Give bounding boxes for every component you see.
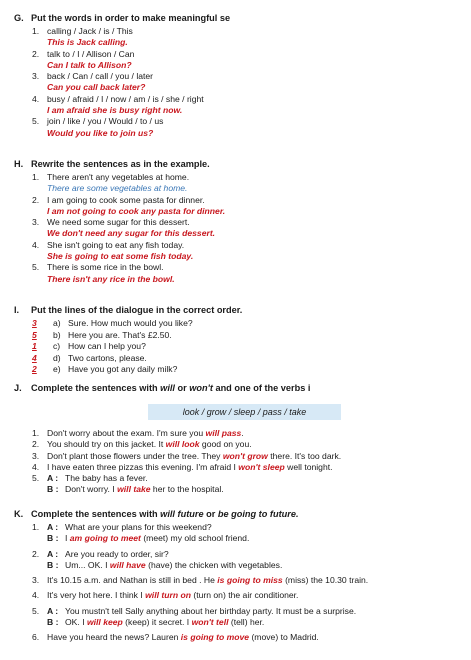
g-answer-4: I am afraid she is busy right now. — [47, 105, 183, 116]
h-item-5: 5. There is some rice in the bowl. — [32, 262, 164, 273]
j-item-4: 4. I have eaten three pizzas this evening. I'm afraid I won't sleep well tonight. — [32, 461, 333, 472]
h-item-4: 4. She isn't going to eat any fish today. — [32, 239, 185, 250]
g-answer-1: This is Jack calling. — [47, 37, 128, 48]
g-item-1: 1. calling / Jack / is / This — [32, 26, 133, 36]
j-item-5a: 5. A : The baby has a fever. — [32, 473, 148, 484]
g-answer-5: Would you like to join us? — [47, 127, 154, 138]
k-item-4: 4. It's very hot here. I think I will turn on (turn on) the air conditioner. — [32, 590, 299, 601]
section-j-title: J. Complete the sentences with will or won't and one of the verbs i — [14, 383, 311, 393]
k-item-2a: 2. A : Are you ready to order, sir? — [32, 548, 169, 559]
dialogue-line-d: 4 d) Two cartons, please. — [32, 352, 147, 363]
h-item-3: 3. We need some sugar for this dessert. — [32, 217, 190, 228]
dialogue-line-a: 3 a) Sure. How much would you like? — [32, 318, 193, 328]
g-item-2: 2. talk to / I / Allison / Can — [32, 48, 135, 59]
h-example-answer: There are some vegetables at home. — [47, 183, 188, 194]
h-item-1: 1. There aren't any vegetables at home. — [32, 172, 190, 182]
section-j-items — [14, 428, 414, 496]
h-answer-2: I am not going to cook any pasta for dinner. — [47, 205, 226, 216]
k-item-2b: B : Um... OK. I will have (have) the chicken with vegetables. — [47, 559, 283, 570]
k-item-6: 6. Have you heard the news? Lauren is going to move (move) to Madrid. — [32, 632, 319, 643]
dialogue-line-b: 5 b) Here you are. That's £2.50. — [32, 329, 172, 340]
j-item-2: 2. You should try on this jacket. It will look good on you. — [32, 439, 252, 450]
section-g — [14, 10, 250, 139]
dialogue-line-c: 1 c) How can I help you? — [32, 341, 146, 352]
section-h-title: H. Rewrite the sentences as in the example. — [14, 159, 210, 169]
j-item-1: 1. Don't worry about the exam. I'm sure you will pass. — [32, 428, 244, 438]
k-item-3: 3. It's 10.15 a.m. and Nathan is still in bed . He is going to miss (miss) the 10.30 train. — [32, 575, 369, 586]
section-h — [14, 156, 344, 285]
k-item-1b: B : I am going to meet (meet) my old school friend. — [47, 533, 250, 544]
k-item-1a: 1. A : What are your plans for this weekend? — [32, 522, 212, 532]
section-j-title-row — [14, 380, 344, 396]
k-item-5b: B : OK. I will keep (keep) it secret. I won't tell (tell) her. — [47, 617, 265, 628]
j-item-5b: B : Don't worry. I will take her to the hospital. — [47, 484, 224, 495]
g-item-4: 4. busy / afraid / I / now / am / is / she / right — [32, 93, 204, 104]
section-i-title: I. Put the lines of the dialogue in the correct order. — [14, 305, 243, 315]
h-answer-5: There isn't any rice in the bowl. — [47, 273, 175, 284]
section-i — [14, 302, 344, 376]
h-answer-3: We don't need any sugar for this dessert. — [47, 228, 216, 239]
k-item-5a: 5. A : You mustn't tell Sally anything about her birthday party. It must be a surprise. — [32, 605, 357, 616]
g-item-3: 3. back / Can / call / you / later — [32, 71, 154, 82]
section-g-title: G. Put the words in order to make meaningful se — [14, 13, 231, 23]
h-answer-4: She is going to eat some fish today. — [47, 251, 194, 262]
section-k-title: K. Complete the sentences with will future or be going to future. — [14, 509, 299, 519]
j-item-3: 3. Don't plant those flowers under the tree. They won't grow there. It's too dark. — [32, 450, 342, 461]
g-item-5: 5. join / like / you / Would / to / us — [32, 116, 164, 127]
verb-word-box: look / grow / sleep / pass / take — [148, 404, 341, 420]
g-answer-3: Can you call back later? — [47, 82, 146, 93]
g-answer-2: Can I talk to Allison? — [47, 59, 132, 70]
dialogue-line-e: 2 e) Have you got any daily milk? — [32, 364, 178, 375]
section-k — [14, 506, 414, 644]
h-item-2: 2. I am going to cook some pasta for dinner. — [32, 194, 205, 205]
